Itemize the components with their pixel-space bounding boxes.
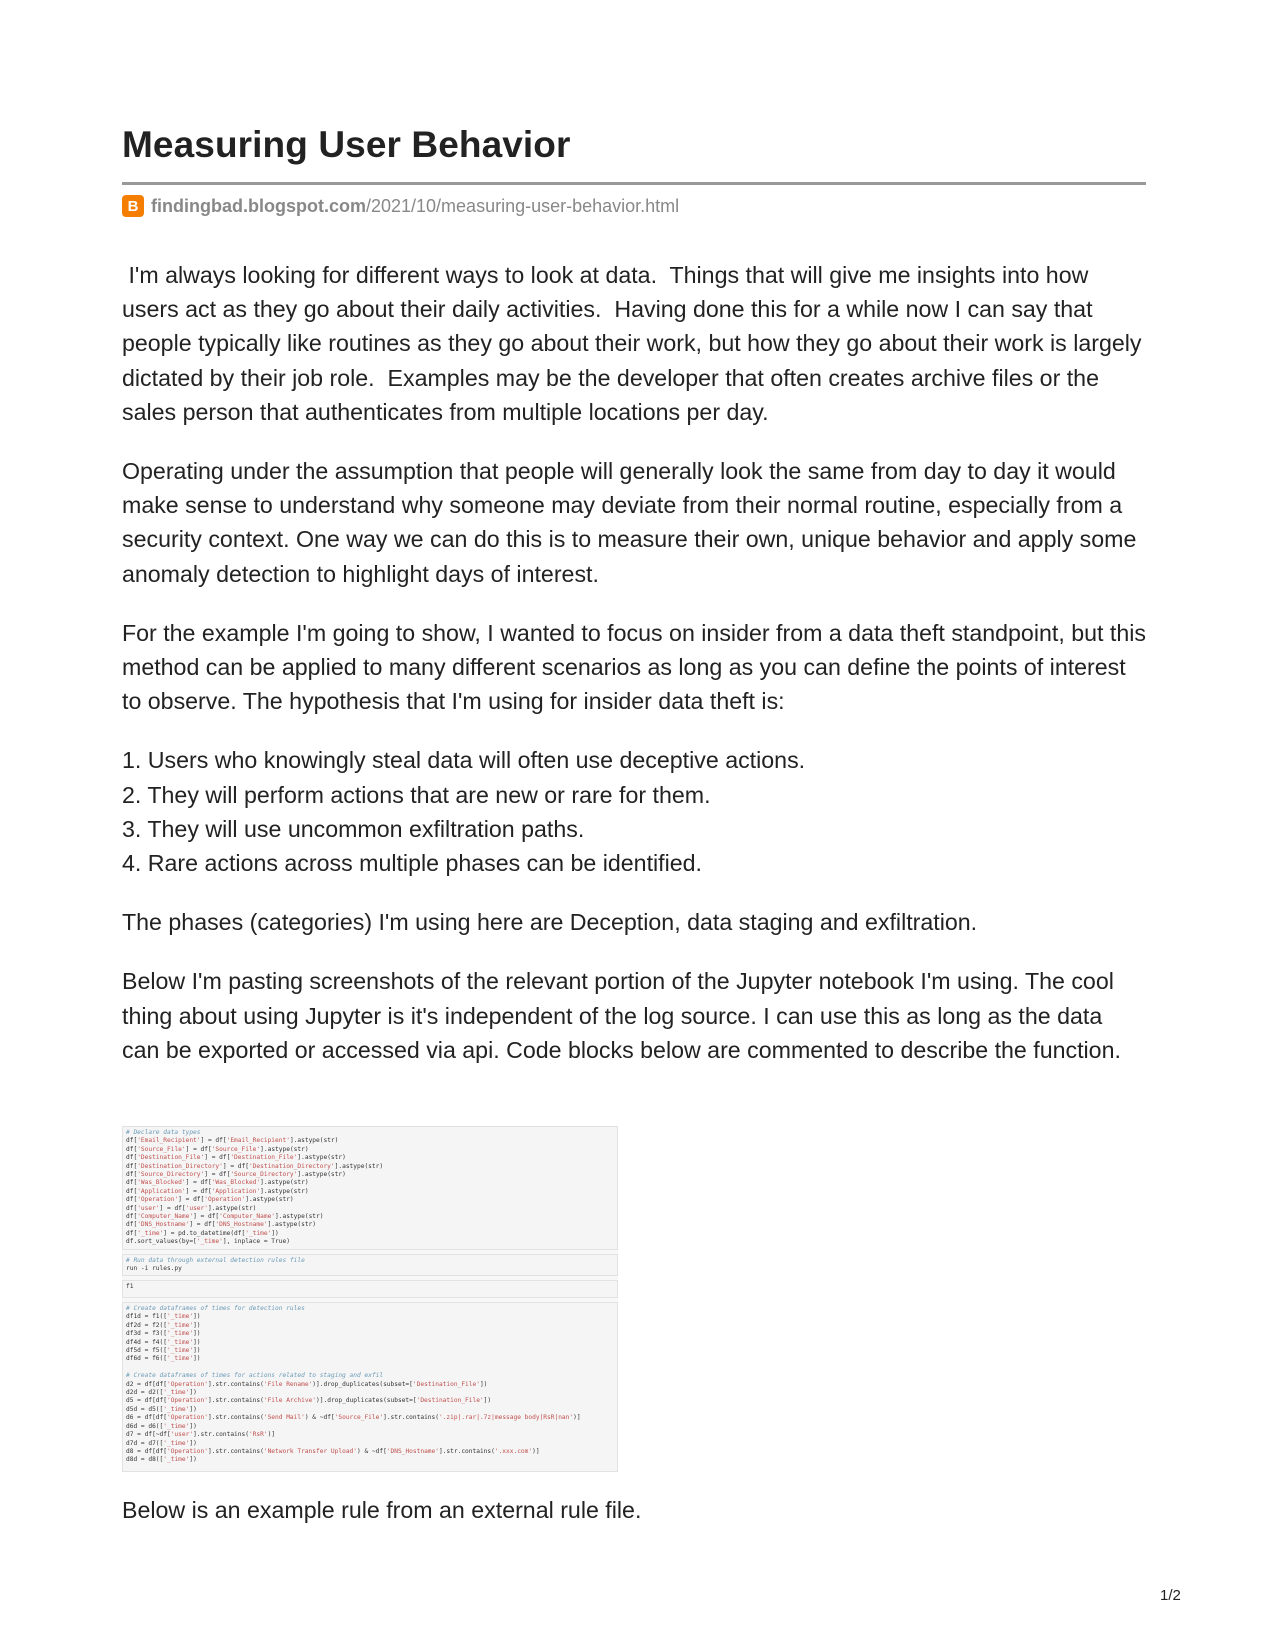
code-line: d8 = df[df['Operation'].str.contains('Network Transfer Upload') & ~df['DNS_Hostname'].str.contains('.xxx.com')] <box>126 1447 540 1455</box>
code-line <box>126 1364 614 1372</box>
source-path: /2021/10/measuring-user-behavior.html <box>365 195 680 216</box>
code-cell <box>122 1254 618 1276</box>
code-line: df1d = f1(['_time']) <box>126 1313 201 1321</box>
code-line: df4d = f4(['_time']) <box>126 1338 201 1346</box>
page-number: 1/2 <box>1160 1587 1181 1604</box>
code-line: df['Source_Directory'] = df['Source_Directory'].astype(str) <box>126 1171 346 1179</box>
code-line: d7 = df[~df['user'].str.contains('RsR')] <box>126 1431 276 1439</box>
source-domain: findingbad.blogspot.com <box>151 195 366 216</box>
article-body <box>122 258 1146 1092</box>
code-line: d6 = df[df['Operation'].str.contains('Send Mail') & ~df['Source_File'].str.contains('.zip|.rar|.7z|message body|RsR|nan')] <box>126 1414 581 1422</box>
list-item: 2. They will perform actions that are new or rare for them. <box>122 781 711 808</box>
source-link[interactable] <box>122 194 679 218</box>
code-comment: # Declare data types <box>126 1129 201 1136</box>
code-line: df6d = f6(['_time']) <box>126 1355 201 1363</box>
code-line: df2d = f2(['_time']) <box>126 1321 201 1329</box>
code-line: df['_time'] = pd.to_datetime(df['_time']) <box>126 1229 279 1237</box>
list-item: 4. Rare actions across multiple phases can be identified. <box>122 850 703 877</box>
code-line: d6d = d6(['_time']) <box>126 1422 197 1430</box>
code-line: d5 = df[df['Operation'].str.contains('File Archive')].drop_duplicates(subset=['Destination_File']) <box>126 1397 492 1405</box>
code-comment: # Create dataframes of times for detection rules <box>126 1305 305 1312</box>
code-cell <box>122 1126 618 1250</box>
code-line: d7d = d7(['_time']) <box>126 1439 197 1447</box>
code-comment: # Run data through external detection rules file <box>126 1257 305 1264</box>
code-line: d5d = d5(['_time']) <box>126 1405 197 1413</box>
hypothesis-list <box>122 743 1146 880</box>
code-line: df3d = f3(['_time']) <box>126 1330 201 1338</box>
code-line: df['Destination_Directory'] = df['Destination_Directory'].astype(str) <box>126 1162 384 1170</box>
code-line: run -i rules.py <box>126 1265 182 1273</box>
code-line: df['DNS_Hostname'] = df['DNS_Hostname'].astype(str) <box>126 1221 317 1229</box>
notebook-screenshot <box>122 1126 618 1472</box>
code-line: df.sort_values(by=['_time'], inplace = True) <box>126 1238 290 1246</box>
paragraph: Below is an example rule from an external rule file. <box>122 1497 642 1523</box>
list-item: 3. They will use uncommon exfiltration paths. <box>122 815 585 842</box>
code-line: # Create dataframes of times for actions related to staging and exfil <box>126 1372 384 1380</box>
code-line: f1 <box>126 1283 134 1290</box>
code-line: df['Application'] = df['Application'].astype(str) <box>126 1187 309 1195</box>
blogger-icon: B <box>122 195 144 217</box>
code-cell <box>122 1302 618 1472</box>
code-line: df['user'] = df['user'].astype(str) <box>126 1204 257 1212</box>
code-line: df['Email_Recipient'] = df['Email_Recipient'].astype(str) <box>126 1137 339 1145</box>
code-line: df['Computer_Name'] = df['Computer_Name'].astype(str) <box>126 1213 324 1221</box>
paragraph: Operating under the assumption that people will generally look the same from day to day it would make sense to understand why someone may deviate from their normal routine, especially from a security context. One way we can do this is to measure their own, unique behavior and apply some anomaly detection to highlight days of interest. <box>122 458 1137 587</box>
list-item: 1. Users who knowingly steal data will often use deceptive actions. <box>122 747 806 774</box>
code-cell <box>122 1280 618 1298</box>
code-line: d8d = d8(['_time']) <box>126 1456 197 1464</box>
code-line: df5d = f5(['_time']) <box>126 1347 201 1355</box>
code-line: df['Destination_File'] = df['Destination_File'].astype(str) <box>126 1154 346 1162</box>
title-divider <box>122 182 1146 185</box>
paragraph: Below I'm pasting screenshots of the relevant portion of the Jupyter notebook I'm using. The cool thing about using Jupyter is it's independent of the log source. I can use this as long as the data can be exported or accessed via api. Code blocks below are commented to describe the function. <box>122 968 1121 1063</box>
code-line: df['Source_File'] = df['Source_File'].astype(str) <box>126 1145 309 1153</box>
paragraph: The phases (categories) I'm using here are Deception, data staging and exfiltration. <box>122 909 978 936</box>
code-line: d2 = df[df['Operation'].str.contains('File Rename')].drop_duplicates(subset=['Destination_File']) <box>126 1380 488 1388</box>
code-line: d2d = d2(['_time']) <box>126 1389 197 1397</box>
paragraph: For the example I'm going to show, I wanted to focus on insider from a data theft standpoint, but this method can be applied to many different scenarios as long as you can define the points of interest to observe. The hypothesis that I'm using for insider data theft is: <box>122 619 1146 715</box>
code-line: df['Operation'] = df['Operation'].astype(str) <box>126 1196 294 1204</box>
page-title: Measuring User Behavior <box>122 124 571 165</box>
paragraph: I'm always looking for different ways to look at data. Things that will give me insights into how users act as they go about their daily activities. Having done this for a while now I can say that people typically like routines as they go about their work, but how they go about their work is largely dictated by their job role. Examples may be the developer that often creates archive files or the sales person that authenticates from multiple locations per day. <box>122 262 1148 425</box>
code-line: df['Was_Blocked'] = df['Was_Blocked'].astype(str) <box>126 1179 309 1187</box>
